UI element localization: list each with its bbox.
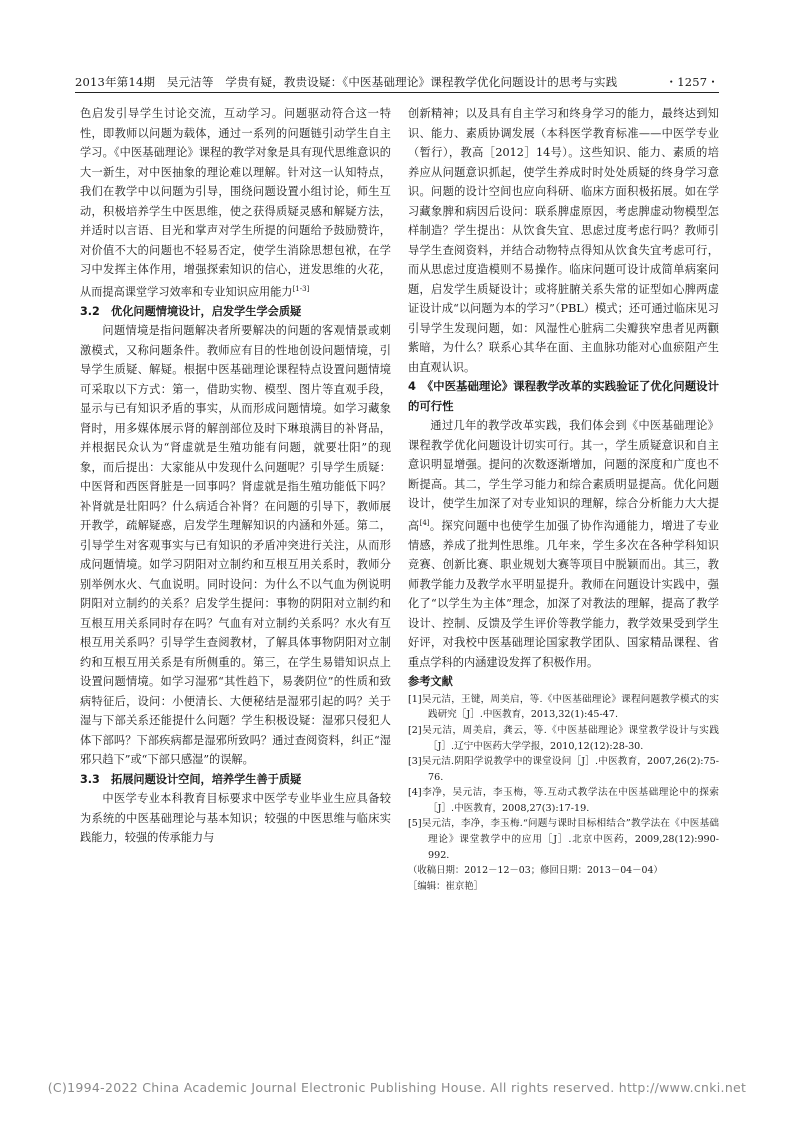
paragraph: 中医学专业本科教育目标要求中医学专业毕业生应具备较为系统的中医基础理论与基本知识；较强的中医思维与临床实践能力，较强的传承能力与 bbox=[80, 792, 391, 845]
references-title: 参考文献 bbox=[408, 675, 453, 689]
left-column bbox=[80, 104, 391, 848]
right-column bbox=[408, 104, 719, 895]
header-title: 2013年第14期 吴元洁等 学贵有疑，教贵设疑：《中医基础理论》课程教学优化问题设计的思考与实践 bbox=[75, 75, 618, 89]
copyright-footer: (C)1994-2022 China Academic Journal Electronic Publishing House. All rights reserved. http://www.cnki.net bbox=[47, 1080, 747, 1095]
reference-item: [1]吴元洁，王键，周美启，等.《中医基础理论》课程问题教学模式的实践研究［J］.中医教育，2013,32(1):45-47. bbox=[408, 693, 719, 721]
reference-item: [2]吴元洁，周美启，龚云，等.《中医基础理论》课堂教学设计与实践［J］.辽宁中医药大学学报，2010,12(12):28-30. bbox=[408, 724, 719, 752]
editor-note: ［编辑：崔京艳］ bbox=[408, 881, 484, 893]
paragraph-text: 。探究问题中也使学生加强了协作沟通能力，增进了专业情感，养成了批判性思维。几年来，学生多次在各种学科知识竞赛、创新比赛、职业规划大赛等项目中脱颖而出。其三，教师教学能力及教学水平明显提升。教师在问题设计实践中，强化了“以学生为主体”理念，加深了对教法的理解，提高了教学设计、控制、反馈及学生评价等教学能力，教学效果受到学生好评，对我校中医基础理论国家教学团队、国家精品课程、省重点学科的内涵建设发挥了积极作用。 bbox=[408, 519, 719, 669]
received-dates: （收稿日期：2012－12－03；修回日期：2013－04－04） bbox=[408, 865, 663, 877]
section-heading-3-2: 3.2 优化问题情境设计，启发学生学会质疑 bbox=[80, 304, 302, 318]
reference-item: [5]吴元洁，李净，李玉梅.“问题与课时目标相结合”教学法在《中医基础理论》课堂教学中的应用［J］.北京中医药，2009,28(12):990-992. bbox=[408, 818, 719, 861]
reference-item: [3]吴元洁.阴阳学说教学中的课堂设问［J］.中医教育，2007,26(2):75-76. bbox=[408, 756, 719, 783]
paragraph-text: 色启发引导学生讨论交流，互动学习。问题驱动符合这一特性，即教师以问题为载体，通过一系列的问题链引动学生自主学习。《中医基础理论》课程的教学对象是具有现代思维意识的大一新生，对中医抽象的理论难以理解。针对这一认知特点，我们在教学中以问题为引导，围绕问题设置小组讨论，师生互动，积极培养学生中医思维，使之获得质疑灵感和解疑方法，并适时以言语、目光和掌声对学生所提的问题给予鼓励赞许，对价值不大的问题也不轻易否定，使学生消除思想包袱，在学习中发挥主体作用，增强探索知识的信心，迸发思维的火花，从而提高课堂学习效率和专业知识应用能力 bbox=[80, 107, 391, 299]
paragraph bbox=[80, 104, 391, 302]
reference-item: [4]李净，吴元洁，李玉梅，等.互动式教学法在中医基础理论中的探索［J］.中医教育，2008,27(3):17-19. bbox=[408, 787, 719, 814]
paragraph bbox=[408, 416, 719, 672]
page-number: ・1257・ bbox=[665, 75, 719, 89]
citation: [1-3] bbox=[292, 284, 310, 293]
section-heading-3-3: 3.3 拓展问题设计空间，培养学生善于质疑 bbox=[80, 772, 302, 786]
paragraph: 创新精神；以及具有自主学习和终身学习的能力，最终达到知识、能力、素质协调发展（本科医学教育标准——中医学专业（暂行），教高［2012］14号）。这些知识、能力、素质的培养应从问题意识抓起，使学生养成时时处处质疑的终身学习意识。问题的设计空间也应向科研、临床方面积极拓展。如在学习藏象脾和病因后设问：联系脾虚原因，考虑脾虚动物模型怎样制造？学生提出：从饮食失宜、思虑过度考虑行吗？教师引导学生查阅资料，并结合动物特点得知从饮食失宜考虑可行，而从思虑过度造模则不易操作。临床问题可设计成简单病案问题，启发学生质疑设计；或将脏腑关系失常的证型如心脾两虚证设计成“以问题为本的学习”（PBL）模式；还可通过临床见习引导学生发现问题，如：风湿性心脏病二尖瓣狭窄患者见两颧紫暗，为什么？联系心其华在面、主血脉功能对心血瘀阻产生由直观认识。 bbox=[408, 107, 719, 374]
paragraph: 问题情境是指问题解决者所要解决的问题的客观情景或刺激模式，又称问题条件。教师应有目的性地创设问题情境，引导学生质疑、解疑。根据中医基础理论课程特点设置问题情境可采取以下方式：第一，借助实物、模型、图片等直观手段，显示与已有知识矛盾的事实，从而形成问题情境。如学习藏象肾时，用多媒体展示肾的解剖部位及时下琳琅满目的补肾品，并根据民众认为“肾虚就是生殖功能有问题，就要壮阳”的现象，而后提出：大家能从中发现什么问题呢？引导学生质疑：中医肾和西医肾脏是一回事吗？肾虚就是指生殖功能低下吗？补肾就是壮阳吗？什么病适合补肾？在问题的引导下，教师展开教学，疏解疑惑，启发学生理解知识的内涵和外延。第二，引导学生对客观事实与已有知识的矛盾冲突进行关注，从而形成问题情境。如学习阴阳对立制约和互根互用关系时，教师分别举例水火、气血说明。同时设问：为什么不以气血为例说明阴阳对立制约的关系？启发学生提问：事物的阴阳对立制约和互根互用关系同时存在吗？气血有对立制约关系吗？水火有互根互用关系吗？引导学生查阅教材，了解具体事物阴阳对立制约和互根互用关系是有所侧重的。第三，在学生易错知识点上设置问题情境。如学习湿邪“其性趋下，易袭阴位”的性质和致病特征后，设问：小便清长、大便秘结是湿邪引起的吗？关于湿与下部关系还能提什么问题？学生积极设疑：湿邪只侵犯人体下部吗？下部疾病都是湿邪所致吗？通过查阅资料，纠正“湿邪只趋下”或“下部只感湿”的误解。 bbox=[80, 324, 391, 767]
running-header bbox=[75, 68, 719, 90]
citation: [4] bbox=[419, 518, 430, 527]
section-heading-4: 4 《中医基础理论》课程教学改革的实践验证了优化问题设计的可行性 bbox=[408, 379, 719, 413]
header-rule bbox=[75, 92, 719, 93]
paragraph-text: 通过几年的教学改革实践，我们体会到《中医基础理论》课程教学优化问题设计切实可行。其一，学生质疑意识和自主意识明显增强。提问的次数逐渐增加，问题的深度和广度也不断提高。其二，学生学习能力和综合素质明显提高。优化问题设计，使学生加深了对专业知识的理解，综合分析能力大大提高 bbox=[408, 419, 719, 533]
